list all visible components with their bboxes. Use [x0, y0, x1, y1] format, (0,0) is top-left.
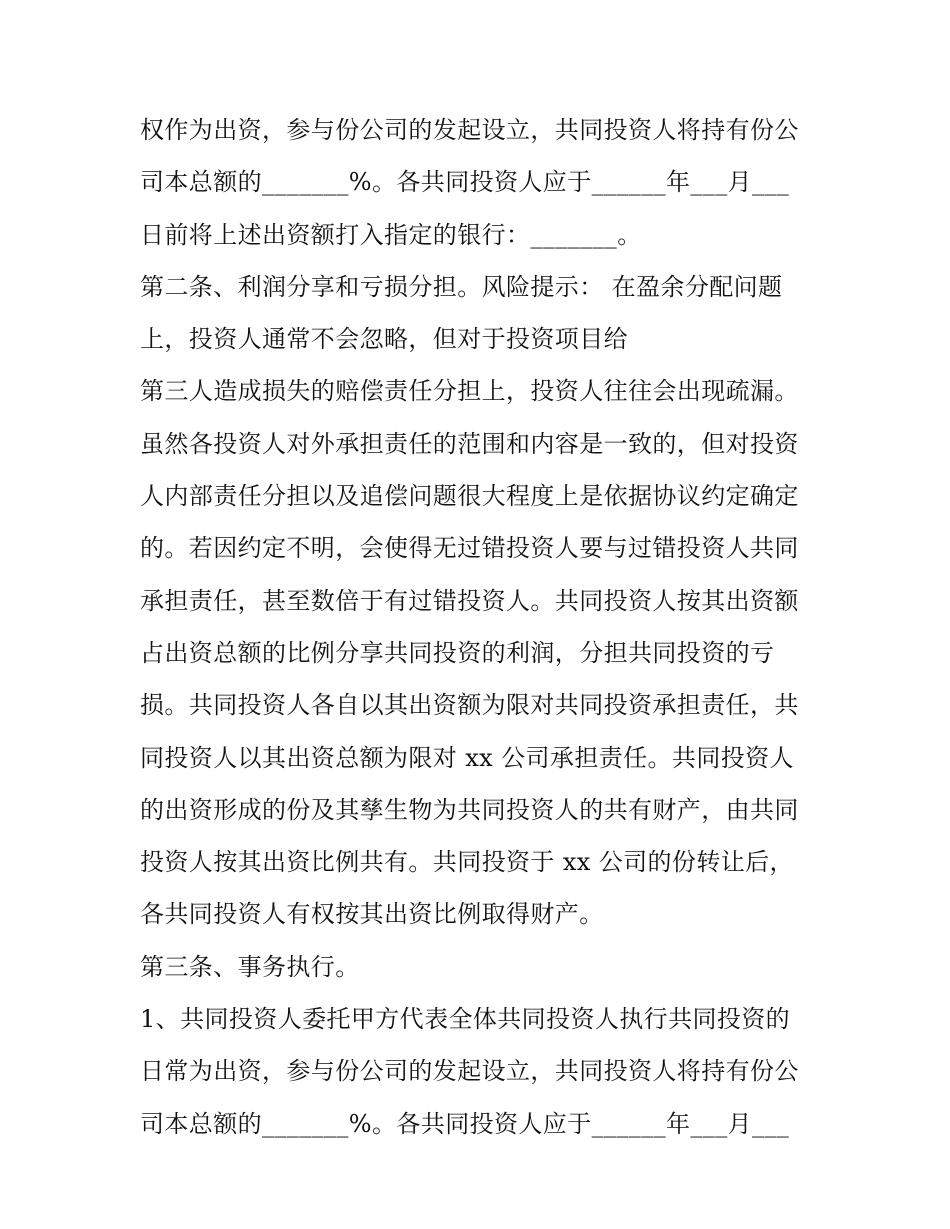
text-line: 虽然各投资人对外承担责任的范围和内容是一致的，但对投资 — [140, 429, 799, 458]
text-line: 占出资总额的比例分享共同投资的利润，分担共同投资的亏 — [140, 638, 775, 667]
text-line: 投资人按其出资比例共有。共同投资于 xx 公司的份转让后， — [140, 848, 794, 877]
list-item-1: 1、共同投资人委托甲方代表全体共同投资人执行共同投资的 — [140, 1005, 791, 1034]
text-line: 第三人造成损失的赔偿责任分担上，投资人往往会出现疏漏。 — [140, 377, 799, 406]
section-heading-article-3: 第三条、事务执行。 — [140, 952, 360, 981]
text-line: 各共同投资人有权按其出资比例取得财产。 — [140, 900, 604, 929]
text-line: 承担责任，甚至数倍于有过错投资人。共同投资人按其出资额 — [140, 586, 799, 615]
text-line: 损。共同投资人各自以其出资额为限对共同投资承担责任，共 — [140, 691, 799, 720]
text-line: 日常为出资，参与份公司的发起设立，共同投资人将持有份公 — [140, 1057, 799, 1086]
text-line: 上，投资人通常不会忽略，但对于投资项目给 — [140, 325, 628, 354]
section-heading-article-2: 第二条、利润分享和亏损分担。风险提示： 在盈余分配问题 — [140, 272, 783, 301]
text-line: 的出资形成的份及其孳生物为共同投资人的共有财产，由共同 — [140, 795, 799, 824]
document-body — [140, 104, 820, 1150]
text-line: 同投资人以其出资总额为限对 xx 公司承担责任。共同投资人 — [140, 743, 794, 772]
text-line: 日前将上述出资额打入指定的银行：_______。 — [140, 220, 642, 249]
text-line: 人内部责任分担以及追偿问题很大程度上是依据协议约定确定 — [140, 482, 799, 511]
text-line: 司本总额的_______%。各共同投资人应于______年___月___ — [140, 168, 790, 197]
text-line: 的。若因约定不明，会使得无过错投资人要与过错投资人共同 — [140, 534, 799, 563]
text-line: 司本总额的_______%。各共同投资人应于______年___月___ — [140, 1109, 790, 1138]
text-line: 权作为出资，参与份公司的发起设立，共同投资人将持有份公 — [140, 116, 799, 144]
